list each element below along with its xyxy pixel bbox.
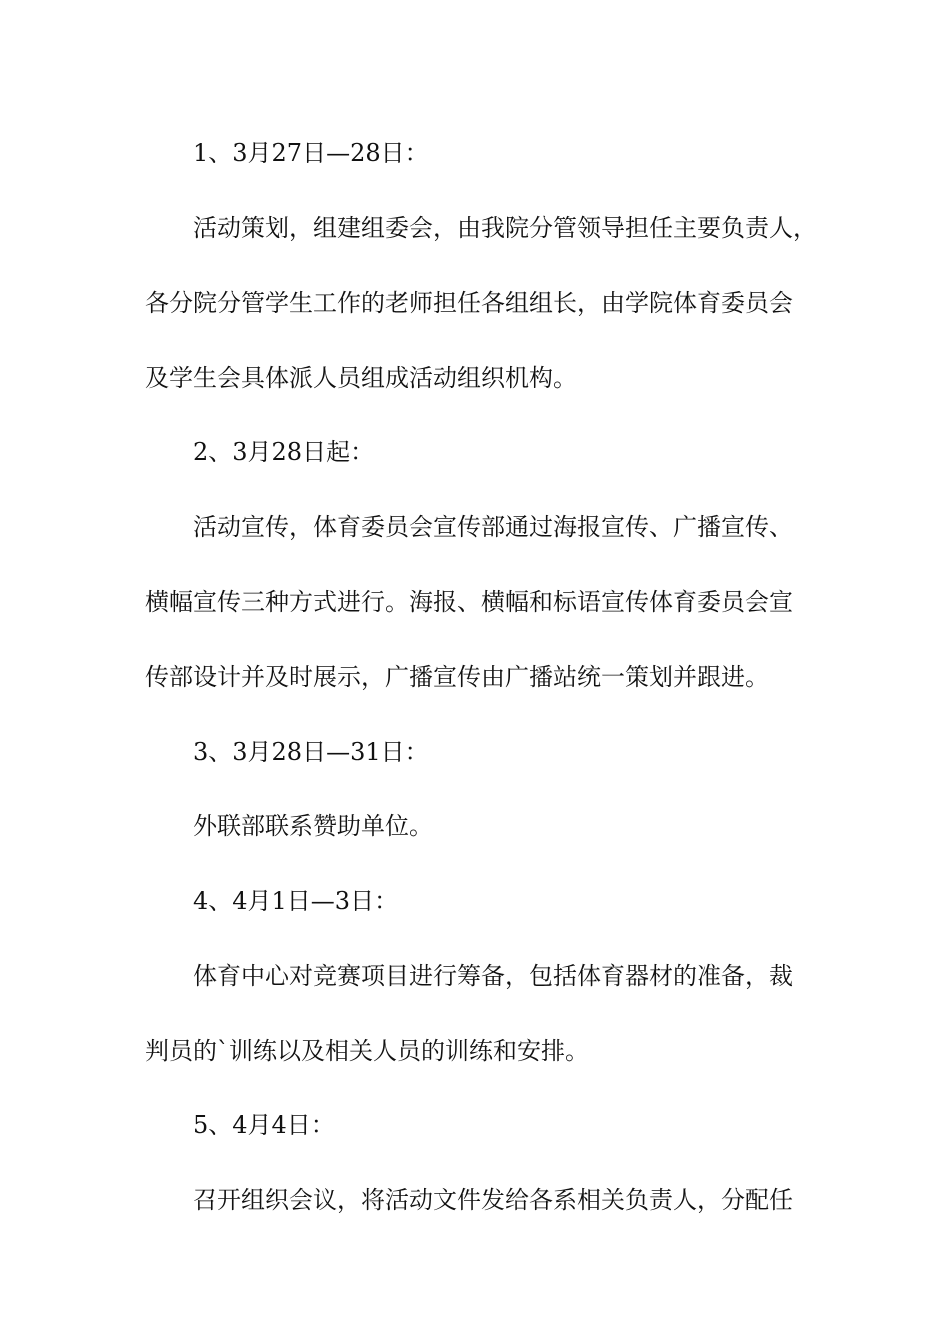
schedule-item-4-text-line-1: 体育中心对竞赛项目进行筹备，包括体育器材的准备，裁 [193, 962, 793, 990]
schedule-item-2-heading: 2、3月28日起： [193, 438, 375, 466]
schedule-item-5-heading: 5、4月4日： [193, 1111, 335, 1139]
schedule-item-1-text-line-2: 各分院分管学生工作的老师担任各组组长，由学院体育委员会 [145, 289, 793, 317]
schedule-item-1-heading: 1、3月27日—28日： [193, 139, 429, 167]
schedule-item-2-text-line-2: 横幅宣传三种方式进行。海报、横幅和标语宣传体育委员会宣 [145, 588, 793, 616]
schedule-item-1-text-line-3: 及学生会具体派人员组成活动组织机构。 [145, 364, 577, 392]
schedule-item-5-text-line-1: 召开组织会议，将活动文件发给各系相关负责人，分配任 [193, 1186, 793, 1214]
schedule-item-3-text-line-1: 外联部联系赞助单位。 [193, 812, 433, 840]
schedule-item-4-text-line-2: 判员的`训练以及相关人员的训练和安排。 [145, 1037, 589, 1065]
schedule-item-3-heading: 3、3月28日—31日： [193, 738, 429, 766]
schedule-item-2-text-line-1: 活动宣传，体育委员会宣传部通过海报宣传、广播宣传、 [193, 513, 793, 541]
schedule-item-4-heading: 4、4月1日—3日： [193, 887, 399, 915]
schedule-item-2-text-line-3: 传部设计并及时展示，广播宣传由广播站统一策划并跟进。 [145, 663, 769, 691]
schedule-item-1-text-line-1: 活动策划，组建组委会，由我院分管领导担任主要负责人， [193, 214, 817, 242]
